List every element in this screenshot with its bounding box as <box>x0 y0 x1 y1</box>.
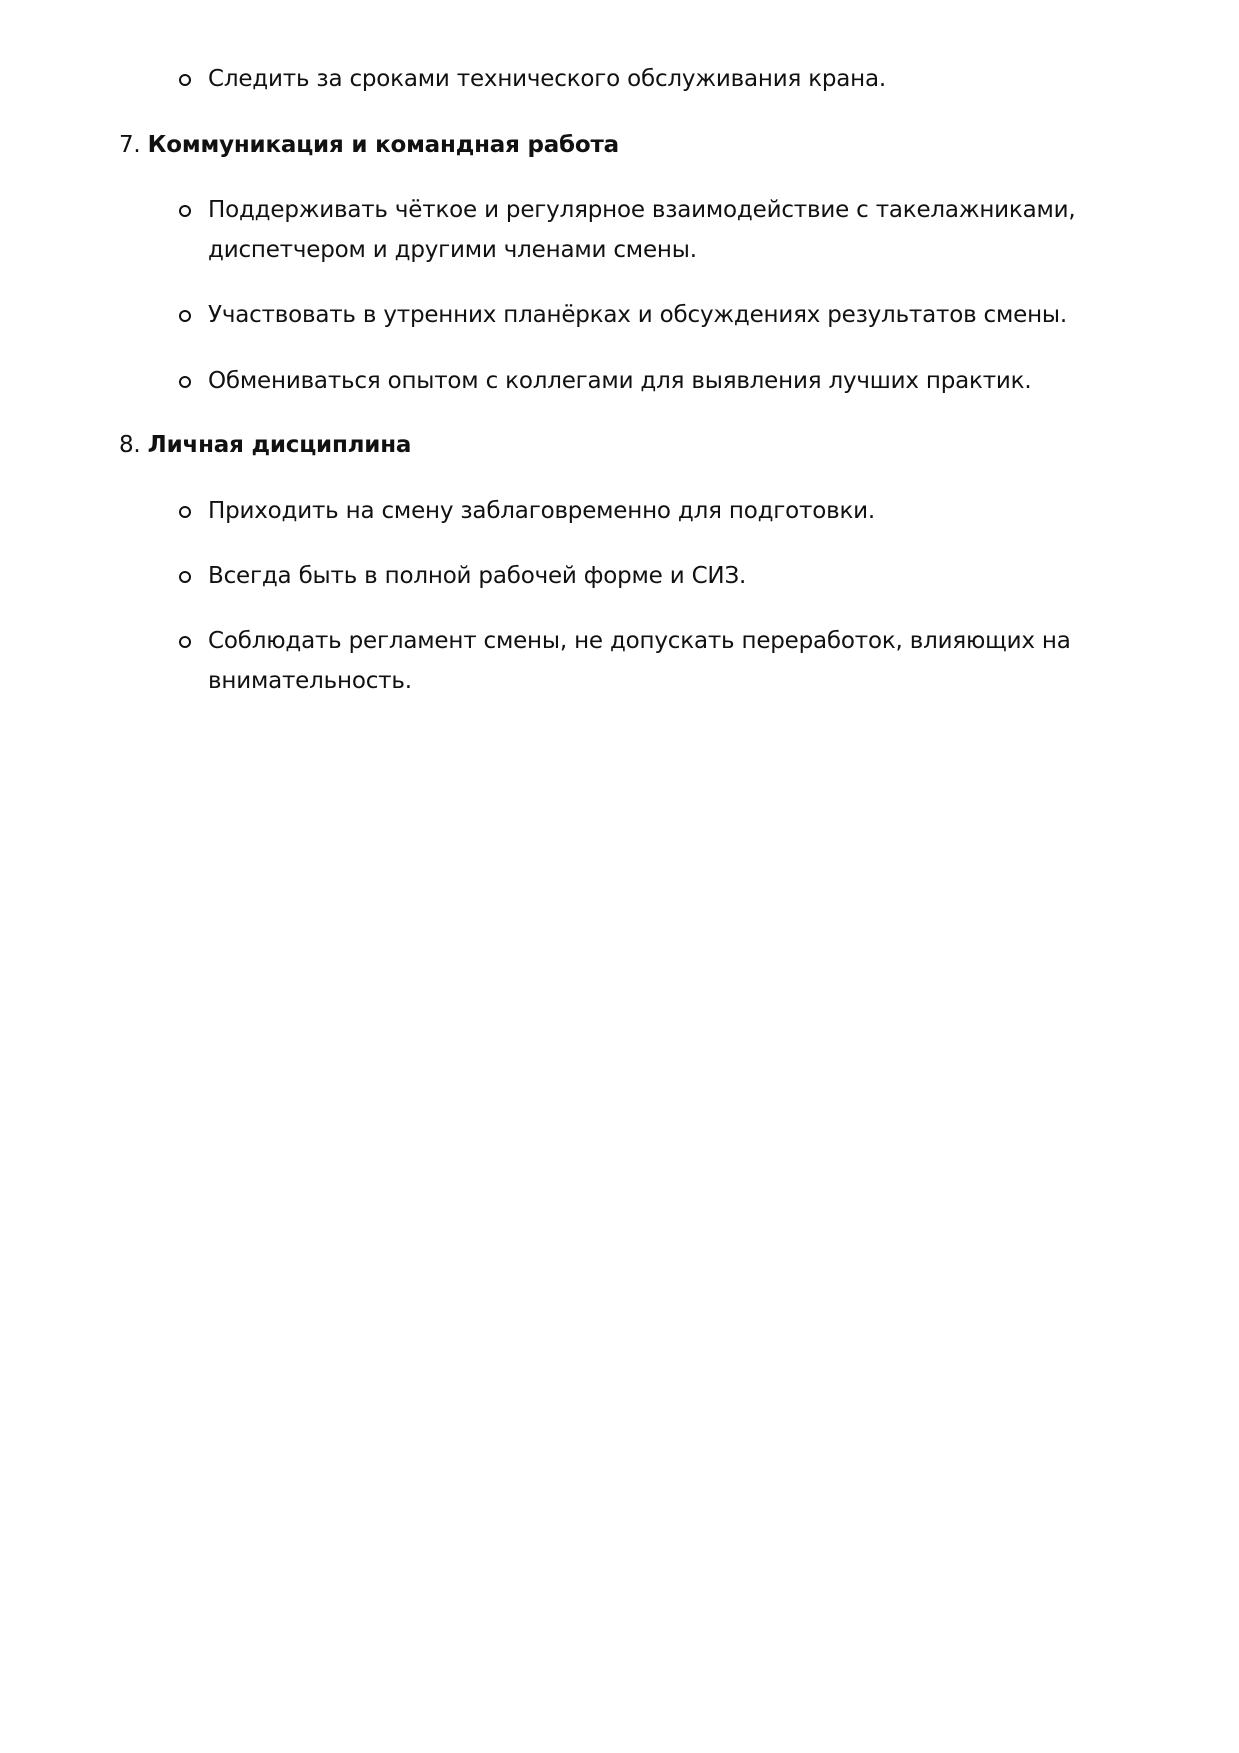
list-item-continuation: внимательность. <box>208 668 412 694</box>
bullet-icon <box>179 376 191 388</box>
section-number: 7. <box>119 132 141 158</box>
list-item: Поддерживать чёткое и регулярное взаимодействие с такелажниками, <box>208 197 1076 223</box>
bullet-icon <box>179 74 191 86</box>
bullet-icon <box>179 506 191 518</box>
list-item: Участвовать в утренних планёрках и обсуждениях результатов смены. <box>208 302 1068 328</box>
list-item: Обмениваться опытом с коллегами для выявления лучших практик. <box>208 368 1032 394</box>
section-number: 8. <box>119 432 141 458</box>
list-item-continuation: диспетчером и другими членами смены. <box>208 237 697 263</box>
list-item: Всегда быть в полной рабочей форме и СИЗ. <box>208 563 747 589</box>
section-heading-7 <box>119 125 619 165</box>
bullet-icon <box>179 636 191 648</box>
list-item: Следить за сроками технического обслуживания крана. <box>208 66 887 92</box>
bullet-icon <box>179 205 191 217</box>
section-heading-8 <box>119 425 411 465</box>
bullet-icon <box>179 310 191 322</box>
list-item: Соблюдать регламент смены, не допускать переработок, влияющих на <box>208 628 1071 654</box>
section-title: Личная дисциплина <box>147 432 412 458</box>
bullet-icon <box>179 571 191 583</box>
list-item: Приходить на смену заблаговременно для подготовки. <box>208 498 876 524</box>
section-title: Коммуникация и командная работа <box>147 132 619 158</box>
